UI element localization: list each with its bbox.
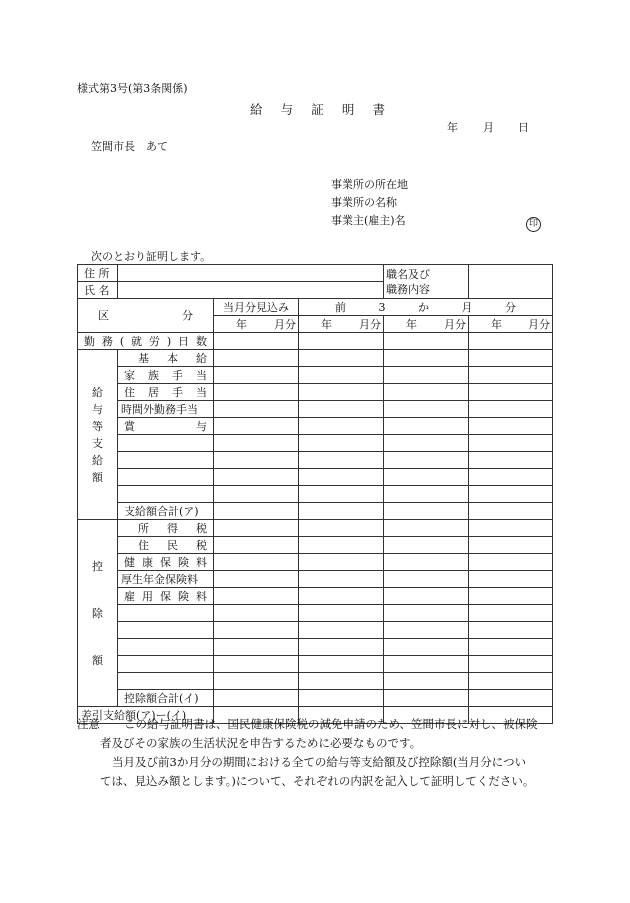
value-cell[interactable] [469, 571, 553, 588]
ym-month: 月分 [444, 317, 467, 331]
ym-year: 年 [491, 317, 503, 331]
pay-item-overtime: 時間外勤務手当 [118, 401, 214, 418]
pay-item-bonus [118, 418, 214, 435]
blank-item[interactable] [118, 605, 214, 622]
item-char: 族 [148, 368, 159, 382]
value-cell[interactable] [299, 571, 384, 588]
date-month: 月 [483, 121, 494, 134]
deduction-row [78, 588, 553, 605]
pay-item-basic [118, 350, 214, 367]
ym-year: 年 [236, 317, 247, 331]
ym-cell [214, 316, 299, 333]
ded-group-char: 控 [92, 559, 103, 573]
position-value[interactable] [469, 265, 553, 299]
ym-cell [469, 316, 553, 333]
deduction-row [78, 571, 553, 588]
value-cell[interactable] [384, 401, 469, 418]
value-cell[interactable] [299, 622, 384, 639]
deduction-row [78, 554, 553, 571]
value-cell[interactable] [299, 639, 384, 656]
office-address-label: 事業所の所在地 [331, 178, 408, 191]
value-cell[interactable] [384, 571, 469, 588]
value-cell[interactable] [299, 605, 384, 622]
blank-item[interactable] [118, 656, 214, 673]
intro-text: 次のとおり証明します。 [91, 250, 212, 263]
value-cell[interactable] [214, 452, 299, 469]
item-char: 険 [178, 555, 189, 569]
deduction-row [78, 622, 553, 639]
title-char: 証 [311, 102, 324, 117]
notes-line-1 [77, 715, 557, 734]
notes-label: 注意 [77, 717, 100, 731]
date-year: 年 [447, 121, 458, 134]
ded-item-income-tax [118, 520, 214, 537]
name-value[interactable] [118, 282, 384, 299]
address-label: 住 所 [78, 265, 118, 282]
item-char: 康 [142, 555, 153, 569]
item-char: 民 [167, 538, 178, 552]
item-char: 手 [172, 385, 183, 399]
item-char: 所 [138, 521, 149, 535]
value-cell[interactable] [299, 520, 384, 537]
value-cell[interactable] [214, 690, 299, 707]
value-cell[interactable] [469, 418, 553, 435]
pay-row [78, 469, 553, 486]
pay-group-char: 与 [92, 402, 103, 416]
office-name-label: 事業所の名称 [331, 196, 397, 209]
pay-row [78, 384, 553, 401]
value-cell[interactable] [299, 469, 384, 486]
value-cell[interactable] [384, 588, 469, 605]
value-cell[interactable] [469, 333, 553, 350]
wd-char: 勤 [84, 334, 95, 348]
value-cell[interactable] [469, 656, 553, 673]
item-char: 本 [167, 351, 178, 365]
notes-line-2: 者及びその家族の生活状況を申告するために必要なものです。 [100, 736, 422, 750]
ded-item-resident-tax [118, 537, 214, 554]
deduction-row [78, 673, 553, 690]
value-cell[interactable] [214, 350, 299, 367]
item-char: 当 [196, 368, 207, 382]
item-char: 与 [196, 419, 207, 433]
value-cell[interactable] [384, 690, 469, 707]
pay-group-char: 支 [92, 436, 103, 450]
seal-icon: 印 [526, 217, 541, 232]
notes-line-3: 当月及び前3か月分の期間における全ての給与等支給額及び控除額(当月分につい [112, 755, 527, 769]
item-char: 税 [196, 521, 207, 535]
pay-row [78, 418, 553, 435]
value-cell[interactable] [469, 639, 553, 656]
value-cell[interactable] [384, 435, 469, 452]
pay-row [78, 350, 553, 367]
notes-line-4: ては、見込み額とします。)について、それぞれの内訳を記入して証明してください。 [100, 774, 535, 788]
form-number: 様式第3号(第3条関係) [77, 82, 188, 95]
prev3-char: か [418, 300, 429, 314]
value-cell[interactable] [299, 503, 384, 520]
value-cell[interactable] [214, 588, 299, 605]
item-char: 当 [196, 385, 207, 399]
blank-item[interactable] [118, 622, 214, 639]
pay-row [78, 435, 553, 452]
prev3-char: 月 [461, 300, 473, 314]
value-cell[interactable] [469, 452, 553, 469]
pay-item-family [118, 367, 214, 384]
item-char: 料 [196, 589, 207, 603]
deduction-group-label [78, 520, 118, 707]
value-cell[interactable] [469, 554, 553, 571]
value-cell[interactable] [469, 588, 553, 605]
net-pay-label: 差引支給額(ア)ー(イ) [78, 707, 214, 724]
value-cell[interactable] [469, 384, 553, 401]
blank-item[interactable] [118, 673, 214, 690]
pay-group-label [78, 350, 118, 520]
value-cell[interactable] [299, 384, 384, 401]
address-value[interactable] [118, 265, 384, 282]
ym-year: 年 [321, 317, 332, 331]
value-cell[interactable] [384, 673, 469, 690]
item-char: 用 [142, 589, 153, 603]
document-title [250, 100, 385, 118]
ym-cell [384, 316, 469, 333]
value-cell[interactable] [299, 673, 384, 690]
item-char: 給 [196, 351, 207, 365]
value-cell[interactable] [384, 452, 469, 469]
value-cell[interactable] [214, 486, 299, 503]
pay-row [78, 367, 553, 384]
item-char: 家 [124, 368, 135, 382]
wd-char: 就 [131, 334, 143, 348]
item-char: 料 [196, 555, 207, 569]
current-month-header: 当月分見込み [214, 299, 299, 316]
prev3-char: 3 [378, 300, 386, 314]
notes-section [77, 715, 557, 791]
value-cell[interactable] [469, 401, 553, 418]
value-cell[interactable] [214, 656, 299, 673]
wd-char: 労 [148, 334, 160, 348]
category-char: 区 [98, 309, 109, 322]
item-char: 賞 [124, 419, 135, 433]
pay-group-char: 給 [92, 385, 103, 399]
value-cell[interactable] [469, 435, 553, 452]
blank-item[interactable] [118, 452, 214, 469]
value-cell[interactable] [299, 401, 384, 418]
position-label [384, 265, 469, 299]
value-cell[interactable] [469, 673, 553, 690]
column-header-row [78, 299, 553, 316]
item-char: 居 [148, 385, 159, 399]
deduction-row [78, 639, 553, 656]
value-cell[interactable] [299, 656, 384, 673]
deduction-row [78, 520, 553, 537]
value-cell[interactable] [299, 418, 384, 435]
value-cell[interactable] [384, 520, 469, 537]
value-cell[interactable] [384, 639, 469, 656]
value-cell[interactable] [384, 333, 469, 350]
pay-total-row [78, 503, 553, 520]
value-cell[interactable] [299, 350, 384, 367]
value-cell[interactable] [384, 350, 469, 367]
position-label-line: 職名及び [386, 267, 431, 281]
salary-table-container [77, 264, 552, 724]
value-cell[interactable] [299, 452, 384, 469]
pay-group-char: 額 [92, 470, 103, 484]
pay-group-char: 給 [92, 453, 103, 467]
date-day: 日 [518, 121, 529, 134]
ym-month: 月分 [359, 317, 382, 331]
value-cell[interactable] [299, 537, 384, 554]
prev3-char: 分 [505, 300, 516, 314]
item-char: 雇 [124, 589, 135, 603]
deduction-total-row [78, 690, 553, 707]
value-cell[interactable] [214, 554, 299, 571]
prev3-char: 前 [335, 300, 346, 314]
value-cell[interactable] [384, 418, 469, 435]
employer-label: 事業主(雇主)名 [331, 214, 406, 227]
ym-month: 月分 [274, 317, 296, 331]
value-cell[interactable] [299, 486, 384, 503]
pay-group-char: 等 [92, 419, 103, 433]
pay-row [78, 452, 553, 469]
notes-text: この給与証明書は、国民健康保険税の減免申請のため、笠間市長に対し、被保険 [124, 717, 538, 731]
title-char: 書 [372, 102, 385, 117]
work-days-label [78, 333, 214, 350]
wd-char: ) [166, 334, 172, 348]
value-cell[interactable] [384, 554, 469, 571]
item-char: 住 [124, 385, 135, 399]
value-cell[interactable] [384, 503, 469, 520]
blank-item[interactable] [118, 469, 214, 486]
value-cell[interactable] [384, 367, 469, 384]
item-char: 険 [178, 589, 189, 603]
item-char: 保 [160, 589, 171, 603]
value-cell[interactable] [214, 537, 299, 554]
seal-mark [526, 211, 541, 232]
ym-month: 月分 [528, 317, 551, 331]
ded-group-char: 除 [92, 606, 103, 620]
value-cell[interactable] [469, 367, 553, 384]
value-cell[interactable] [384, 486, 469, 503]
value-cell[interactable] [299, 588, 384, 605]
value-cell[interactable] [384, 656, 469, 673]
title-char: 給 [250, 102, 263, 117]
blank-item[interactable] [118, 486, 214, 503]
wd-char: ( [119, 334, 125, 348]
value-cell[interactable] [214, 367, 299, 384]
value-cell[interactable] [214, 622, 299, 639]
pay-row [78, 401, 553, 418]
value-cell[interactable] [469, 520, 553, 537]
value-cell[interactable] [299, 554, 384, 571]
name-label: 氏 名 [78, 282, 118, 299]
position-label-line: 職務内容 [386, 282, 431, 296]
value-cell[interactable] [214, 435, 299, 452]
value-cell[interactable] [469, 622, 553, 639]
value-cell[interactable] [214, 333, 299, 350]
value-cell[interactable] [214, 401, 299, 418]
ym-year: 年 [406, 317, 418, 331]
value-cell[interactable] [469, 537, 553, 554]
pay-total-label: 支給額合計(ア) [118, 503, 214, 520]
ded-group-char: 額 [92, 653, 103, 667]
prev3-header [299, 299, 553, 316]
value-cell[interactable] [469, 690, 553, 707]
wd-char: 数 [195, 334, 207, 348]
item-char: 健 [124, 555, 135, 569]
value-cell[interactable] [469, 469, 553, 486]
value-cell[interactable] [214, 571, 299, 588]
value-cell[interactable] [299, 690, 384, 707]
pay-row [78, 486, 553, 503]
ym-cell [299, 316, 384, 333]
value-cell[interactable] [384, 384, 469, 401]
wd-char: 務 [101, 334, 113, 348]
value-cell[interactable] [299, 333, 384, 350]
value-cell[interactable] [384, 537, 469, 554]
value-cell[interactable] [299, 367, 384, 384]
category-char: 分 [182, 309, 193, 322]
item-char: 手 [172, 368, 183, 382]
addressee: 笠間市長 あて [91, 140, 168, 153]
value-cell[interactable] [469, 503, 553, 520]
value-cell[interactable] [384, 469, 469, 486]
item-char: 税 [196, 538, 207, 552]
category-header [78, 299, 214, 333]
item-char: 得 [167, 521, 178, 535]
blank-item[interactable] [118, 435, 214, 452]
value-cell[interactable] [214, 639, 299, 656]
work-days-row [78, 333, 553, 350]
value-cell[interactable] [384, 605, 469, 622]
blank-item[interactable] [118, 639, 214, 656]
title-char: 与 [280, 102, 294, 117]
ded-total-label: 控除額合計(イ) [118, 690, 214, 707]
value-cell[interactable] [214, 673, 299, 690]
value-cell[interactable] [469, 350, 553, 367]
ded-item-health-insurance [118, 554, 214, 571]
item-char: 保 [160, 555, 171, 569]
salary-table [77, 264, 553, 724]
item-char: 基 [138, 351, 149, 365]
deduction-row [78, 605, 553, 622]
value-cell[interactable] [214, 384, 299, 401]
value-cell[interactable] [299, 435, 384, 452]
value-cell[interactable] [384, 622, 469, 639]
value-cell[interactable] [214, 469, 299, 486]
title-char: 明 [341, 102, 355, 117]
value-cell[interactable] [214, 503, 299, 520]
deduction-row [78, 537, 553, 554]
address-row [78, 265, 553, 282]
value-cell[interactable] [469, 486, 553, 503]
ded-item-employment-insurance [118, 588, 214, 605]
deduction-row [78, 656, 553, 673]
pay-item-housing [118, 384, 214, 401]
value-cell[interactable] [214, 605, 299, 622]
wd-char: 日 [178, 334, 190, 348]
value-cell[interactable] [469, 605, 553, 622]
item-char: 住 [138, 538, 149, 552]
ded-item-pension: 厚生年金保険料 [118, 571, 214, 588]
value-cell[interactable] [214, 418, 299, 435]
value-cell[interactable] [214, 520, 299, 537]
